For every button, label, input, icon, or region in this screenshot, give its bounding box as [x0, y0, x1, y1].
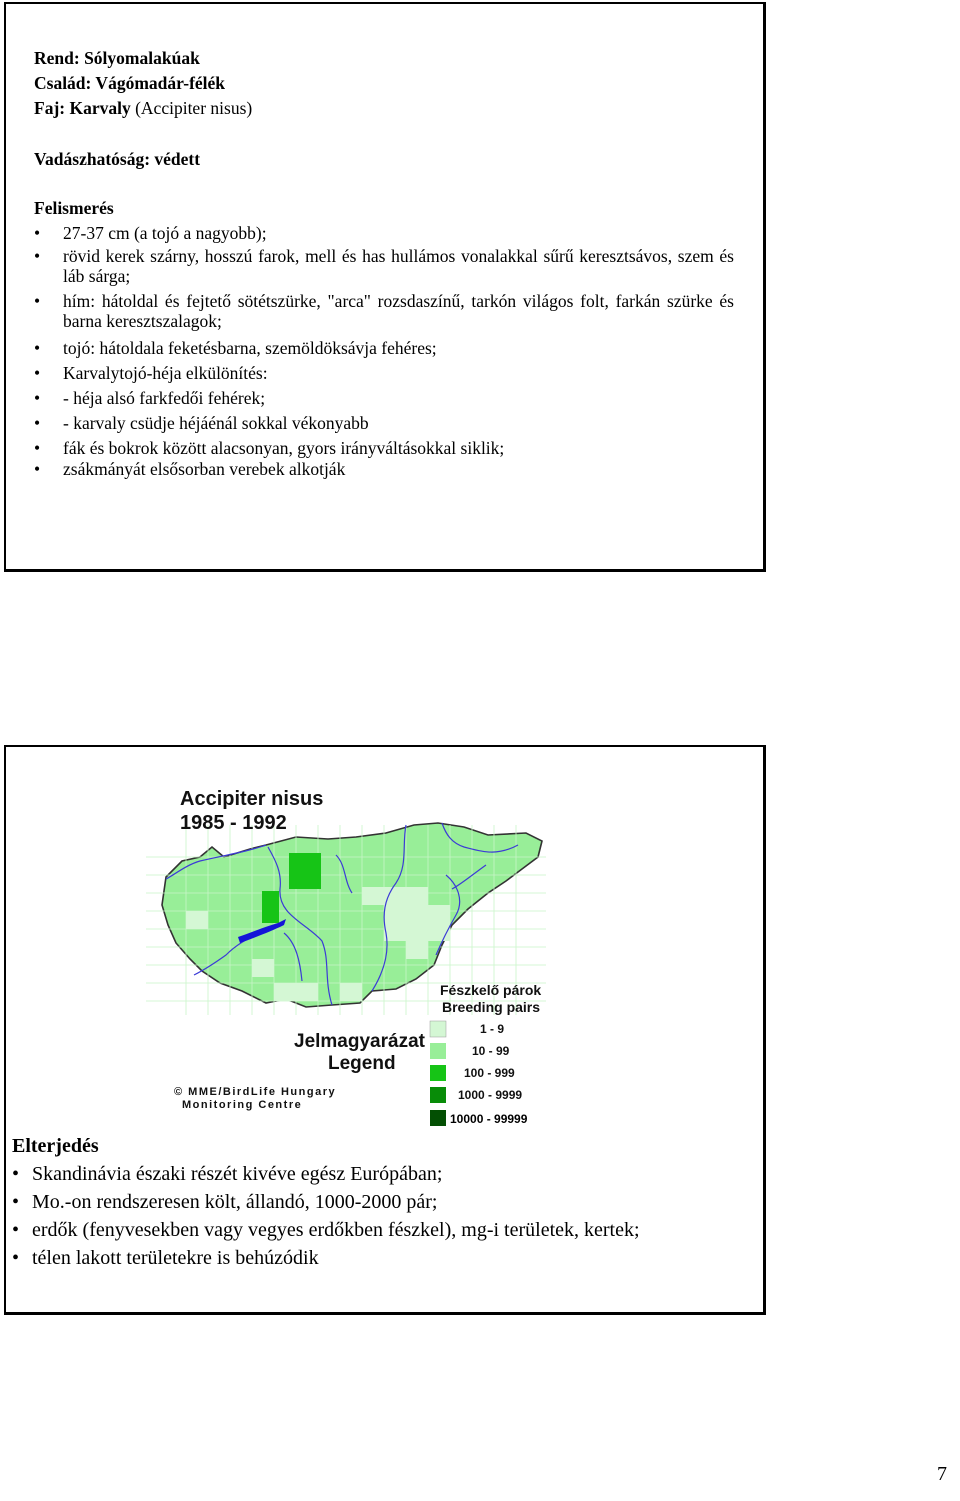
legend-en: Legend	[328, 1053, 396, 1074]
distribution-text-block	[12, 1132, 757, 1272]
bullet-dot: •	[34, 246, 41, 266]
bullet-dot: •	[34, 223, 41, 243]
species-text-block	[34, 46, 734, 482]
bullet-item	[12, 1188, 757, 1216]
map-title: Accipiter nisus	[180, 788, 324, 810]
dense-cell	[262, 891, 279, 923]
bullet-text: rövid kerek szárny, hosszú farok, mell és has hullámos vonalakkal sűrű keresztsávos, szem és láb sárga;	[63, 246, 734, 286]
bullet-dot: •	[34, 291, 41, 311]
bullet-dot: •	[34, 363, 41, 383]
bullet-item	[34, 291, 734, 331]
legend-swatch	[430, 1065, 446, 1081]
bullet-dot: •	[34, 388, 41, 408]
bullet-dot: •	[34, 413, 41, 433]
map-credit-1: © MME/BirdLife Hungary	[174, 1086, 337, 1098]
legend-class-label: 1000 - 9999	[458, 1088, 523, 1102]
bullet-item	[34, 246, 734, 286]
bullet-text: fák és bokrok között alacsonyan, gyors irányváltásokkal siklik;	[63, 438, 505, 458]
legend-swatch-last	[430, 1110, 446, 1126]
hungary-map-figure	[146, 765, 546, 1113]
bullet-dot: •	[12, 1219, 20, 1241]
pairs-hu: Fészkelő párok	[440, 982, 542, 998]
map-credit-2: Monitoring Centre	[182, 1099, 303, 1111]
bullet-item	[12, 1216, 757, 1244]
bullet-text: - karvaly csüdje héjáénál sokkal vékonyabb	[63, 413, 369, 433]
bullet-text: Karvalytojó-héja elkülönítés:	[63, 363, 268, 383]
bullet-item	[12, 1244, 757, 1272]
distribution-map	[146, 765, 546, 1126]
species-line	[34, 96, 734, 121]
country-range-area	[162, 823, 542, 1007]
bullet-text: tojó: hátoldala feketésbarna, szemöldöksávja fehéres;	[63, 338, 437, 358]
bullet-item	[34, 221, 734, 246]
slide-distribution	[4, 745, 766, 1315]
bullet-text: - héja alsó farkfedői fehérek;	[63, 388, 266, 408]
hunting-status: Vadászhatóság: védett	[34, 149, 201, 169]
bullet-item	[12, 1160, 757, 1188]
bullet-dot: •	[12, 1247, 20, 1269]
legend-swatch	[430, 1043, 446, 1059]
bullet-dot: •	[12, 1191, 20, 1213]
bullet-item	[34, 336, 734, 361]
bullet-text: Mo.-on rendszeresen költ, állandó, 1000-2000 pár;	[32, 1191, 438, 1213]
page-number: 7	[937, 1463, 947, 1485]
bullet-text: 27-37 cm (a tojó a nagyobb);	[63, 223, 267, 243]
bullet-text: télen lakott területekre is behúzódik	[32, 1247, 319, 1269]
map-years: 1985 - 1992	[180, 812, 287, 834]
legend-swatches	[430, 1021, 446, 1112]
legend-swatch	[430, 1087, 446, 1103]
bullet-text: Skandinávia északi részét kivéve egész Európában;	[32, 1163, 443, 1185]
legend-hu: Jelmagyarázat	[294, 1031, 425, 1052]
bullet-text: hím: hátoldal és fejtető sötétszürke, "arca" rozsdaszínű, tarkón világos folt, farkán szürke és barna keresztszalagok;	[63, 291, 734, 331]
legend-class-label: 10000 - 99999	[450, 1112, 528, 1126]
pairs-en: Breeding pairs	[442, 999, 541, 1015]
legend-class-label: 100 - 999	[464, 1066, 515, 1080]
slide-species-info	[4, 2, 766, 572]
bullet-item	[34, 386, 734, 411]
species-latin: (Accipiter nisus)	[130, 98, 253, 118]
bullet-dot: •	[34, 438, 41, 458]
recognition-title: Felismerés	[34, 198, 114, 218]
bullet-text: zsákmányát elsősorban verebek alkotják	[63, 459, 346, 479]
dense-cell	[289, 853, 321, 889]
family-line: Család: Vágómadár-félék	[34, 73, 226, 93]
legend-class-label: 10 - 99	[472, 1044, 510, 1058]
distribution-title: Elterjedés	[12, 1135, 99, 1157]
bullet-dot: •	[12, 1163, 20, 1185]
bullet-dot: •	[34, 338, 41, 358]
order-line: Rend: Sólyomalakúak	[34, 48, 200, 68]
bullet-dot: •	[34, 459, 41, 479]
legend-class-label: 1 - 9	[480, 1022, 505, 1036]
species-label: Faj: Karvaly	[34, 98, 131, 118]
legend-swatch	[430, 1021, 446, 1037]
bullet-item	[34, 411, 734, 436]
bullet-text: erdők (fenyvesekben vagy vegyes erdőkben fészkel), mg-i területek, kertek;	[32, 1219, 640, 1241]
bullet-item	[34, 457, 734, 482]
bullet-item	[34, 361, 734, 386]
